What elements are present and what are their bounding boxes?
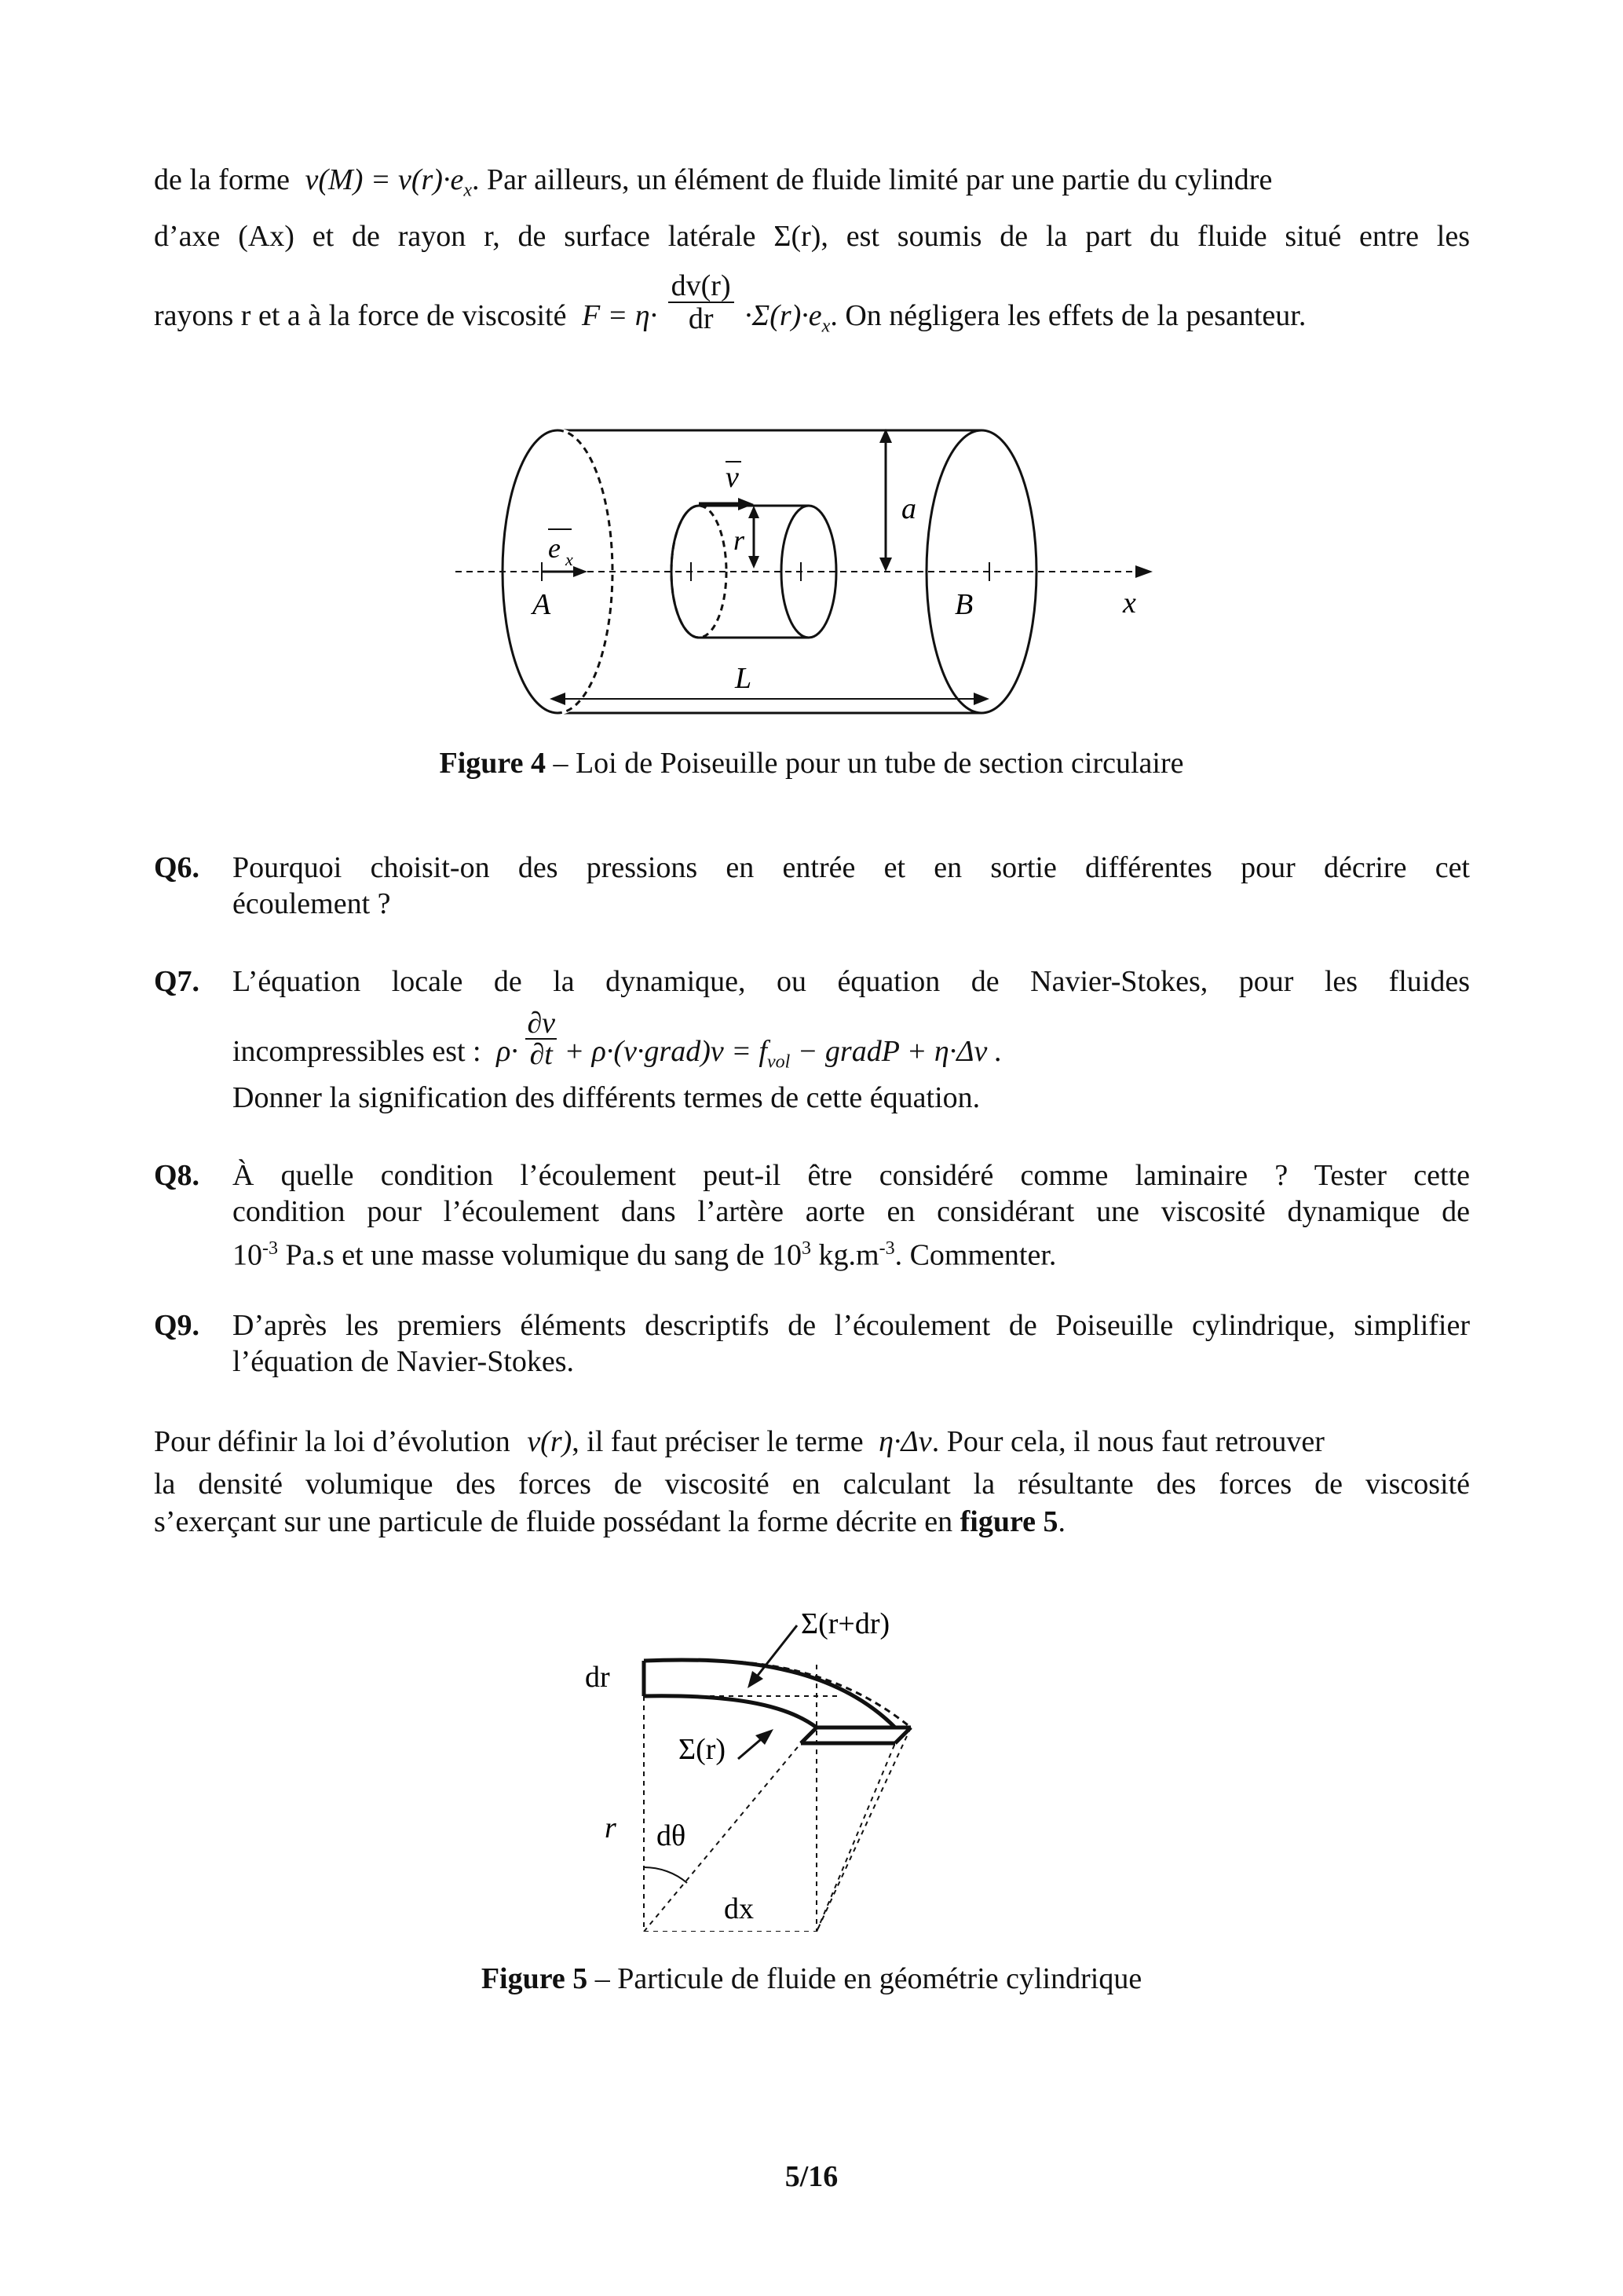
r-arrowhead-bottom [748, 556, 759, 569]
sigma-rdr-arrowhead [748, 1671, 763, 1688]
label-r: r [605, 1812, 616, 1844]
q8-text-c: kg.m [811, 1238, 879, 1272]
label-dtheta: dθ [656, 1819, 686, 1852]
label-L: L [735, 662, 752, 695]
q7-number: Q7. [154, 965, 200, 998]
intro-line-2: d’axe (Ax) et de rayon r, de surface latérale Σ(r), est soumis de la part du fluide situé entre les [154, 220, 1470, 253]
q7-text-incompressibles: incompressibles est : [232, 1035, 481, 1068]
figure-4-diagram [440, 424, 1193, 730]
q8-line-1: À quelle condition l’écoulement peut-il être considéré comme laminaire ? Tester cette [232, 1159, 1470, 1192]
force-equation-left: F = η· [581, 299, 658, 332]
fraction-denominator: dr [688, 302, 714, 336]
q7-eq-end: − gradP + η·Δv . [790, 1035, 1003, 1068]
para-line-1 [154, 1423, 1470, 1461]
intro-text-3b: . On négligera les effets de la pesanteur. [830, 299, 1307, 332]
front-right [895, 1727, 911, 1743]
q6-line-2: écoulement ? [232, 887, 391, 920]
fraction-numerator: dv(r) [668, 270, 734, 303]
label-ex-sub: x [565, 550, 573, 569]
figure-5-diagram [581, 1602, 1052, 1932]
figure-4-caption-text: – Loi de Poiseuille pour un tube de section circulaire [545, 747, 1184, 780]
ex-arrowhead [573, 566, 587, 577]
q8-exp-1: -3 [262, 1238, 278, 1259]
q7-line-3: Donner la signification des différents termes de cette équation. [232, 1081, 981, 1114]
figure-5-caption [0, 1961, 1623, 1996]
intro-text: de la forme [154, 163, 291, 196]
intro-line-3: rayons r et a à la force de viscosité F = η· $\frac{dv(r)}{dr}$ $\cdot\Sigma(r)\cdot e_x$. On négligera les effets de la pesanteur. [154, 269, 1307, 337]
L-arrow-left [550, 693, 565, 705]
para-line-3 [154, 1503, 1066, 1541]
q7-line-2 [232, 1007, 1003, 1081]
front-outer-arc [707, 1661, 911, 1727]
q7-fraction-den: ∂t [529, 1038, 553, 1072]
label-dr: dr [585, 1661, 610, 1694]
figure-4-caption [0, 746, 1623, 781]
top-surface-inner [644, 1696, 817, 1727]
para-text-3a: s’exerçant sur une particule de fluide possédant la forme décrite en [154, 1505, 960, 1538]
q8-exp-2: 3 [802, 1238, 812, 1259]
L-arrow-right [974, 693, 989, 705]
label-x: x [1123, 587, 1136, 620]
force-fraction [668, 269, 734, 336]
q7-eq-rest: + ρ·(v·grad)v = f [564, 1035, 767, 1068]
label-a: a [901, 492, 916, 525]
q9-number: Q9. [154, 1309, 200, 1342]
velocity-equation: v(M) = v(r)·e [305, 163, 464, 196]
q9-line-2: l’équation de Navier-Stokes. [232, 1345, 575, 1378]
q7-fraction-num: ∂v [527, 1007, 556, 1040]
para-text-a: Pour définir la loi d’évolution [154, 1425, 510, 1458]
dashed-diagonal-outer [817, 1743, 895, 1932]
q8-number: Q8. [154, 1159, 200, 1192]
force-equation-right: ·Σ(r)·e [744, 299, 822, 332]
q8-text-b: Pa.s et une masse volumique du sang de 10 [278, 1238, 802, 1272]
para-eq-2: η·Δv [879, 1425, 932, 1458]
q8-text-d: . Commenter. [894, 1238, 1057, 1272]
label-sigma-rdr: Σ(r+dr) [801, 1607, 890, 1640]
figure-4-caption-bold: Figure 4 [439, 747, 546, 780]
q6-number: Q6. [154, 851, 200, 884]
q7-rho: ρ· [496, 1035, 518, 1068]
q9-line-1: D’après les premiers éléments descriptifs de l’écoulement de Poiseuille cylindrique, simplifier [232, 1309, 1470, 1342]
page-number: 5/16 [784, 2160, 839, 2193]
q6-line-1: Pourquoi choisit-on des pressions en entrée et en sortie différentes pour décrire cet [232, 851, 1470, 884]
label-ex: e [548, 532, 561, 564]
q8-line-3 [232, 1230, 1056, 1274]
intro-line-1: de la forme $v(M) = v(r)\cdot e_x$. Par ailleurs, un élément de fluide limité par une partie du cylindre [154, 163, 1273, 201]
para-figure-ref: figure 5 [960, 1505, 1058, 1538]
q8-text-a: 10 [232, 1238, 262, 1272]
v-arrowhead [738, 498, 754, 510]
label-sigma-r: Σ(r) [678, 1733, 726, 1766]
label-B: B [955, 588, 974, 621]
q7-eq-sub: vol [766, 1051, 791, 1073]
r-arrowhead-top [748, 506, 759, 518]
q8-exp-3: -3 [879, 1238, 895, 1259]
label-v: v [726, 461, 739, 494]
intro-text-cont: . Par ailleurs, un élément de fluide limité par une partie du cylindre [472, 163, 1273, 196]
para-text-b: , il faut préciser le terme [572, 1425, 864, 1458]
q8-line-2: condition pour l’écoulement dans l’artère aorte en considérant une viscosité dynamique de [232, 1195, 1470, 1228]
a-arrowhead-bottom [879, 558, 892, 572]
para-text-c: . Pour cela, il nous faut retrouver [931, 1425, 1325, 1458]
front-left [801, 1727, 817, 1743]
figure-5-caption-text: – Particule de fluide en géométrie cylindrique [587, 1962, 1142, 1995]
q7-line-1: L’équation locale de la dynamique, ou équation de Navier-Stokes, pour les fluides [232, 965, 1470, 998]
intro-text-3a: rayons r et a à la force de viscosité [154, 299, 567, 332]
dashed-right-diag [817, 1727, 911, 1932]
axis-x-arrow [1135, 565, 1153, 578]
para-text-3-end: . [1058, 1505, 1066, 1538]
dtheta-arc [644, 1867, 687, 1883]
label-A: A [532, 588, 551, 621]
label-r: r [733, 525, 745, 556]
figure-5-caption-bold: Figure 5 [481, 1962, 588, 1995]
para-line-2: la densité volumique des forces de viscosité en calculant la résultante des forces de viscosité [154, 1468, 1470, 1501]
para-eq-1: v(r) [527, 1425, 572, 1458]
q7-fraction [525, 1007, 557, 1072]
label-dx: dx [724, 1892, 754, 1925]
